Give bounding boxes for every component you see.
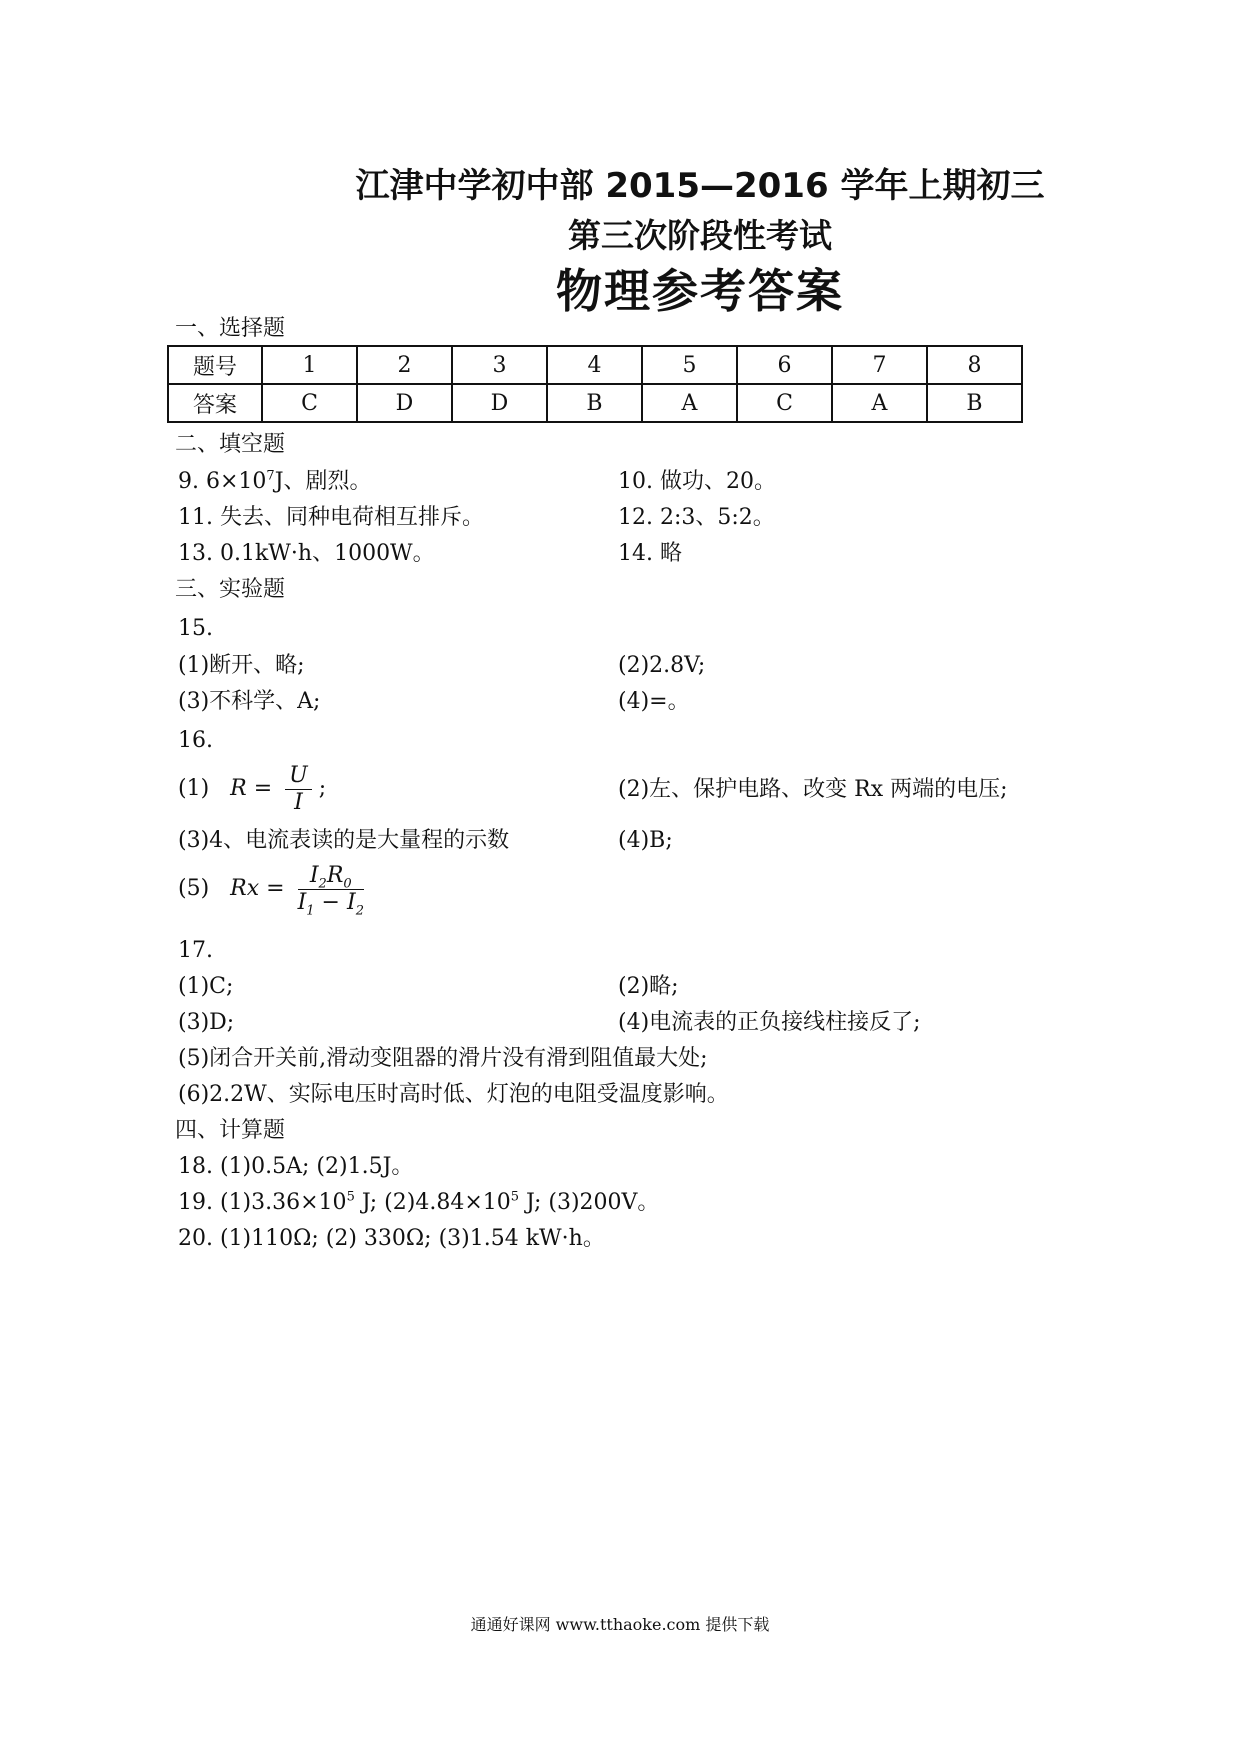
section-fill-heading: 二、填空题 — [175, 432, 286, 457]
section-experiment-heading: 三、实验题 — [175, 577, 286, 602]
answer-q11: 11. 失去、同种电荷相互排斥。 — [178, 505, 484, 530]
table-cell: B — [547, 384, 642, 422]
table-row-answers — [168, 384, 1022, 422]
answer-q17-4: (4)电流表的正负接线柱接反了; — [618, 1010, 921, 1035]
table-cell: C — [737, 384, 832, 422]
answer-q19: 19. $(1)3.36\times 10^5$ J; $(2)4.84\times 10^5$ J; (3)200V。 — [178, 1189, 660, 1215]
table-cell: C — [262, 384, 357, 422]
answer-q15: 15. — [178, 616, 213, 641]
table-row-numbers — [168, 346, 1022, 384]
table-row-label: 答案 — [168, 384, 262, 422]
table-cell: 4 — [547, 346, 642, 384]
answer-q15-1: (1)断开、略; — [178, 653, 305, 678]
table-cell: B — [927, 384, 1022, 422]
table-cell: D — [357, 384, 452, 422]
answer-q14: 14. 略 — [618, 541, 682, 566]
table-cell: 3 — [452, 346, 547, 384]
table-cell: A — [642, 384, 737, 422]
footer-source: 通通好课网 www.tthaoke.com 提供下载 — [470, 1615, 770, 1634]
section-calc-heading: 四、计算题 — [175, 1118, 286, 1143]
answer-q20: 20. (1)110Ω; (2) 330Ω; (3)1.54 kW·h。 — [178, 1226, 605, 1251]
answer-q10: 10. 做功、20。 — [618, 469, 776, 494]
table-cell: 2 — [357, 346, 452, 384]
formula-fraction: $\frac{U}{I}$ — [285, 763, 312, 816]
answer-q17-6: (6)2.2W、实际电压时高时低、灯泡的电阻受温度影响。 — [178, 1082, 729, 1107]
table-cell: 7 — [832, 346, 927, 384]
answer-q16-5: (5) Rx = $\frac{I_2R_0}{I_1 - I_2}$ — [178, 862, 364, 918]
answer-q15-2: (2)2.8V; — [618, 653, 706, 678]
answer-q16-4: (4)B; — [618, 828, 673, 853]
title-line-3: 物理参考答案 — [556, 264, 844, 318]
answer-q17-5: (5)闭合开关前,滑动变阻器的滑片没有滑到阻值最大处; — [178, 1046, 708, 1071]
answer-q15-3: (3)不科学、A; — [178, 689, 321, 714]
answer-q9: 9. $6\times 10^7J$、剧烈。 — [178, 468, 372, 494]
title-line-1: 江津中学初中部 2015—2016 学年上期初三 — [355, 166, 1045, 206]
answer-q12: 12. 2:3、5:2。 — [618, 505, 775, 530]
table-cell: A — [832, 384, 927, 422]
answer-q16-2: (2)左、保护电路、改变 Rx 两端的电压; — [618, 777, 1008, 802]
title-line-2: 第三次阶段性考试 — [568, 216, 832, 255]
answer-q15-4: (4)=。 — [618, 689, 690, 714]
answer-q16-1: (1) R = $\frac{U}{I}$ ; — [178, 762, 327, 815]
table-cell: 8 — [927, 346, 1022, 384]
answer-q17-3: (3)D; — [178, 1010, 235, 1035]
table-cell: 5 — [642, 346, 737, 384]
section-choice-heading: 一、选择题 — [175, 316, 286, 341]
choice-answer-table — [167, 345, 1023, 423]
answer-q16: 16. — [178, 728, 213, 753]
table-cell: 1 — [262, 346, 357, 384]
table-cell: 6 — [737, 346, 832, 384]
table-cell: D — [452, 384, 547, 422]
formula-fraction: $\frac{I_2R_0}{I_1 - I_2}$ — [297, 862, 364, 918]
answer-q17-2: (2)略; — [618, 974, 679, 999]
answer-q17: 17. — [178, 938, 213, 963]
answer-q17-1: (1)C; — [178, 974, 234, 999]
answer-q18: 18. (1)0.5A; (2)1.5J。 — [178, 1154, 414, 1179]
answer-q16-3: (3)4、电流表读的是大量程的示数 — [178, 828, 510, 853]
answer-q13: 13. 0.1kW·h、1000W。 — [178, 541, 435, 566]
table-row-label: 题号 — [168, 346, 262, 384]
